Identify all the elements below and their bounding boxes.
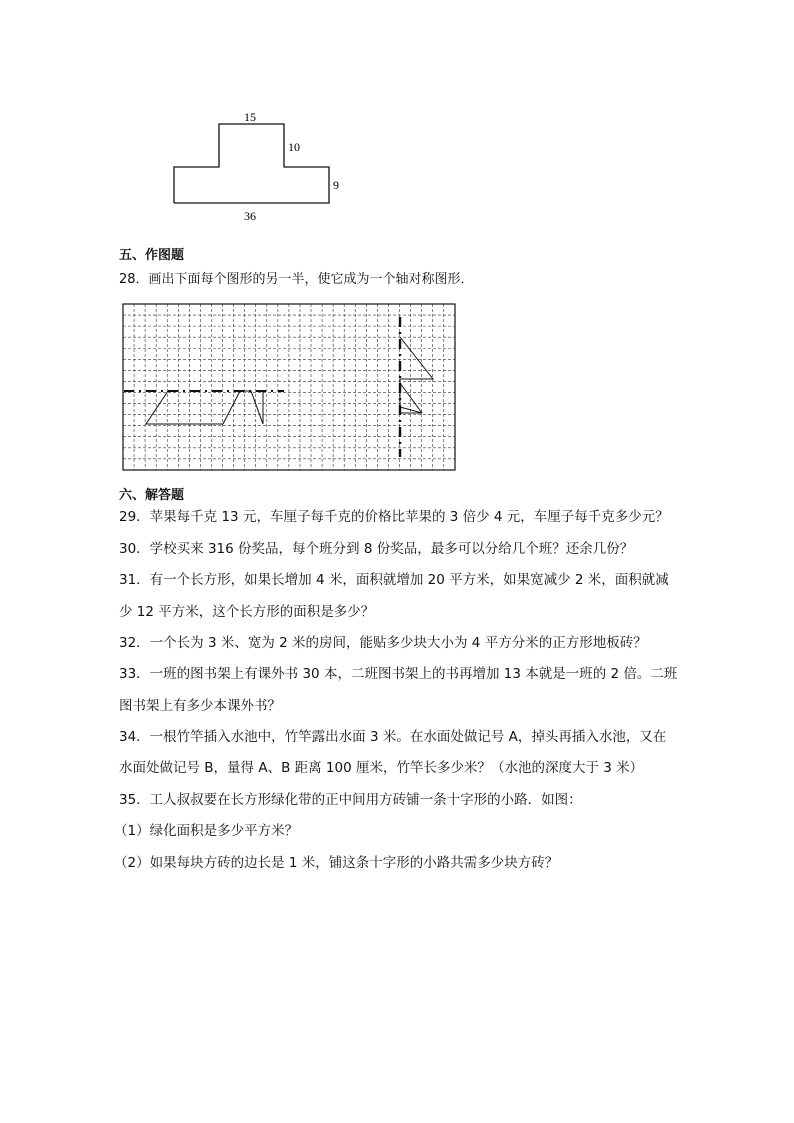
right-half-diagonal <box>400 383 422 413</box>
question-34-line-2: 水面处做记号 B，量得 A、B 距离 100 厘米，竹竿长多少米？（水池的深度大于 3 米） <box>119 760 644 776</box>
question-28: 28．画出下面每个图形的另一半，使它成为一个轴对称图形． <box>119 272 474 287</box>
section-6-heading: 六、解答题 <box>119 488 185 503</box>
symmetry-grid-figure <box>122 303 458 473</box>
question-30: 30．学校买来 316 份奖品，每个班分到 8 份奖品，最多可以分给几个班？还余几份？ <box>119 541 634 557</box>
question-29: 29．苹果每千克 13 元，车厘子每千克的价格比苹果的 3 倍少 4 元，车厘子每千克多少元？ <box>119 509 669 525</box>
question-35: 35．工人叔叔要在长方形绿化带的正中间用方砖铺一条十字形的小路．如图： <box>119 792 582 808</box>
t-shape-bottom-label: 36 <box>244 209 256 223</box>
section-5-heading: 五、作图题 <box>119 248 185 263</box>
question-33-line-1: 33．一班的图书架上有课外书 30 本，二班图书架上的书再增加 13 本就是一班的 2 倍。二班 <box>119 666 678 682</box>
t-shape-outline <box>174 124 329 203</box>
question-35-part-1: （1）绿化面积是多少平方米？ <box>114 823 299 839</box>
question-31-line-1: 31．有一个长方形，如果长增加 4 米，面积就增加 20 平方米，如果宽减少 2 米，面积就减 <box>119 572 669 588</box>
t-shape-side-label: 9 <box>333 178 339 192</box>
grid-lines <box>123 304 455 470</box>
question-32: 32．一个长为 3 米、宽为 2 米的房间，能贴多少块大小为 4 平方分米的正方形地板砖？ <box>119 635 647 651</box>
question-31-line-2: 少 12 平方米，这个长方形的面积是多少？ <box>119 604 375 620</box>
t-shape-step-label: 10 <box>288 140 300 154</box>
t-shape-figure <box>160 100 360 230</box>
question-33-line-2: 图书架上有多少本课外书？ <box>119 698 281 714</box>
question-34-line-1: 34．一根竹竿插入水池中，竹竿露出水面 3 米。在水面处做记号 A，掉头再插入水池，又在 <box>119 729 667 745</box>
question-35-part-2: （2）如果每块方砖的边长是 1 米，铺这条十字形的小路共需多少块方砖？ <box>114 855 559 871</box>
t-shape-top-label: 15 <box>244 110 256 124</box>
left-half-shape <box>146 391 263 424</box>
